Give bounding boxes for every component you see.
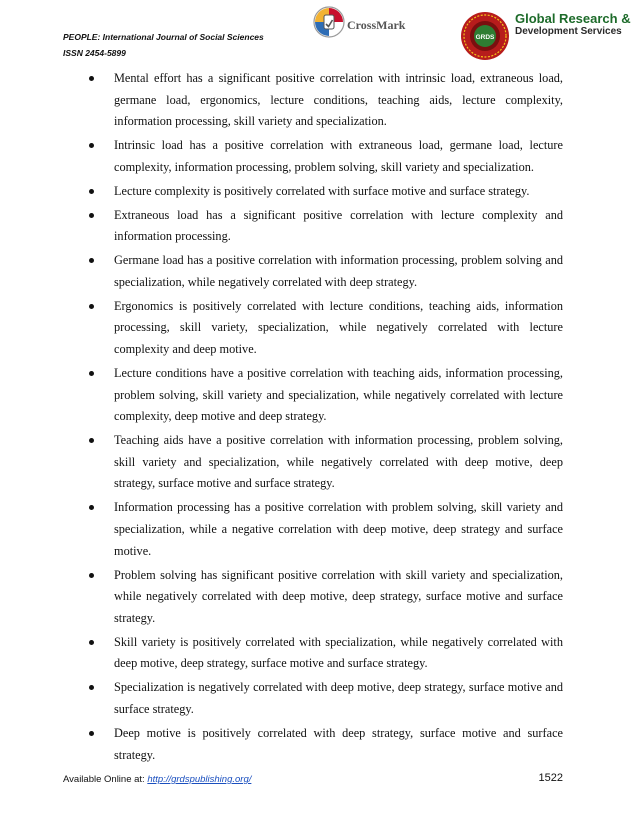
bullet-icon xyxy=(89,640,94,645)
crossmark-icon xyxy=(313,4,345,44)
bullet-icon xyxy=(89,573,94,578)
grds-seal-text: GRDS xyxy=(475,34,495,41)
list-item: Deep motive is positively correlated with deep strategy, surface motive and surface strategy. xyxy=(89,723,563,766)
availability-label: Available Online at: xyxy=(63,774,148,785)
bullet-icon xyxy=(89,438,94,443)
journal-issn: ISSN 2454-5899 xyxy=(63,48,126,58)
bullet-icon xyxy=(89,731,94,736)
grds-name-line1: Global Research & xyxy=(515,11,631,26)
page-number: 1522 xyxy=(538,772,563,784)
grds-logo xyxy=(459,10,638,60)
list-item: Specialization is negatively correlated with deep motive, deep strategy, surface motive and surface strategy. xyxy=(89,677,563,720)
page-footer xyxy=(63,772,563,792)
publisher-link[interactable]: http://grdspublishing.org/ xyxy=(147,774,252,785)
grds-name-line2: Development Services xyxy=(515,26,622,37)
list-item: Extraneous load has a significant positive correlation with lecture complexity and information processing. xyxy=(89,205,563,248)
bullet-icon xyxy=(89,213,94,218)
page-header xyxy=(0,0,638,70)
list-item: Lecture complexity is positively correlated with surface motive and surface strategy. xyxy=(89,181,563,203)
list-item: Mental effort has a significant positive correlation with intrinsic load, extraneous load, germane load, ergonomics, lecture conditions, teaching aids, lecture complexity, information processing, skill variety and specialization. xyxy=(89,68,563,133)
list-item: Teaching aids have a positive correlation with information processing, problem solving, skill variety and specialization, while negatively correlated with deep motive, deep strategy, surface motive and surface strategy. xyxy=(89,430,563,495)
bullet-icon xyxy=(89,304,94,309)
crossmark-label: CrossMark xyxy=(347,18,406,32)
list-item: Skill variety is positively correlated with specialization, while negatively correlated with deep motive, deep strategy, surface motive and surface strategy. xyxy=(89,632,563,675)
bullet-icon xyxy=(89,143,94,148)
findings-list xyxy=(89,68,563,766)
bullet-icon xyxy=(89,76,94,81)
grds-name xyxy=(515,12,631,38)
bullet-icon xyxy=(89,189,94,194)
list-item: Ergonomics is positively correlated with lecture conditions, teaching aids, information processing, skill variety, specialization, while negatively correlated with lecture complexity and deep motive. xyxy=(89,296,563,361)
list-item: Problem solving has significant positive correlation with skill variety and specialization, while negatively correlated with deep motive, deep strategy, surface motive and surface strategy. xyxy=(89,565,563,630)
bullet-icon xyxy=(89,371,94,376)
journal-info xyxy=(63,29,264,61)
availability-note xyxy=(63,774,251,785)
list-item: Germane load has a positive correlation with information processing, problem solving and specialization, while negatively correlated with deep strategy. xyxy=(89,250,563,293)
body-text xyxy=(89,68,563,768)
bullet-icon xyxy=(89,505,94,510)
bullet-icon xyxy=(89,685,94,690)
list-item: Information processing has a positive correlation with problem solving, skill variety and specialization, while a negative correlation with deep motive, deep strategy and surface motive. xyxy=(89,497,563,562)
list-item: Lecture conditions have a positive correlation with teaching aids, information processing, problem solving, skill variety and specialization, while negatively correlated with lecture complexity, deep motive and deep strategy. xyxy=(89,363,563,428)
journal-title: PEOPLE: International Journal of Social Sciences xyxy=(63,32,264,42)
grds-seal-icon xyxy=(459,10,511,62)
list-item: Intrinsic load has a positive correlation with extraneous load, germane load, lecture complexity, information processing, problem solving, skill variety and specialization. xyxy=(89,135,563,178)
crossmark-logo[interactable] xyxy=(313,4,423,46)
bullet-icon xyxy=(89,258,94,263)
